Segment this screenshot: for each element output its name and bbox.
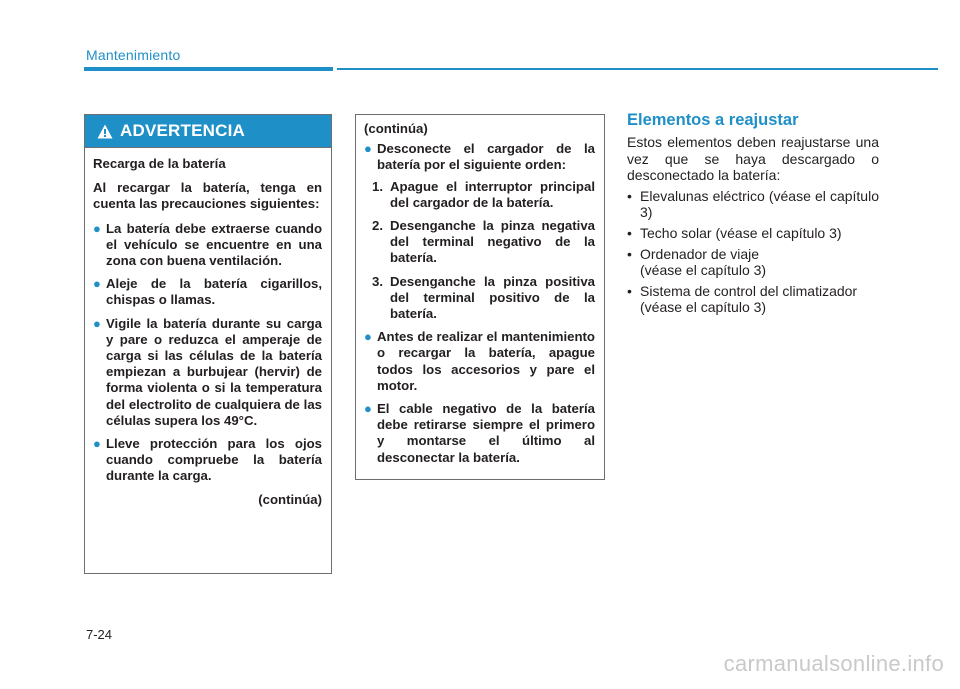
- warning-header: [85, 115, 331, 148]
- warning-box: [84, 114, 332, 574]
- list-item: ● El cable negativo de la batería debe retirarse siempre el primero y montarse el último al desconectar la batería.: [364, 401, 595, 465]
- continued-box: [355, 114, 605, 480]
- page-number: 7-24: [86, 627, 113, 642]
- warning-intro: Al recargar la batería, tenga en cuenta las precauciones siguientes:: [93, 180, 322, 212]
- header-rule-thick: [84, 67, 333, 71]
- bullet-icon: •: [627, 187, 632, 204]
- header-rule-thin: [337, 68, 938, 70]
- reset-title: Elementos a reajustar: [627, 111, 799, 129]
- bullet-icon: ●: [364, 141, 372, 157]
- list-item: • Elevalunas eléctrico (véase el capítulo 3): [627, 187, 879, 221]
- bullet-icon: ●: [364, 329, 372, 345]
- warning-body: [85, 148, 331, 508]
- warning-title: ADVERTENCIA: [120, 121, 245, 140]
- bullet-icon: ●: [93, 276, 101, 292]
- bullet-icon: •: [627, 224, 632, 241]
- watermark: carmanualsonline.info: [723, 651, 944, 676]
- bullet-icon: ●: [93, 220, 101, 236]
- list-item: • Techo solar (véase el capítulo 3): [627, 224, 842, 241]
- step-item: 3. Desenganche la pinza positiva del terminal positivo de la batería.: [372, 273, 595, 322]
- continued-heading: (continúa): [364, 121, 428, 136]
- bullet-icon: •: [627, 282, 632, 299]
- continued-body: [356, 115, 604, 466]
- bullet-icon: ●: [93, 436, 101, 452]
- bullet-icon: ●: [93, 315, 101, 331]
- warning-heading: Recarga de la batería: [93, 156, 226, 171]
- continued-list-2: [364, 329, 595, 466]
- list-item: • Ordenador de viaje (véase el capítulo 3): [627, 245, 767, 279]
- reset-intro: Estos elementos deben reajustarse una vez que se haya descargado o desconectado la batería:: [627, 134, 879, 184]
- list-item: ● Antes de realizar el mantenimiento o recargar la batería, apague todos los accesorios y pare el motor.: [364, 329, 595, 393]
- bullet-icon: ●: [364, 401, 372, 417]
- warning-list: [93, 221, 322, 485]
- reset-list: [627, 188, 879, 316]
- list-item: ● Aleje de la batería cigarillos, chispas o llamas.: [93, 276, 322, 308]
- bullet-icon: •: [627, 245, 632, 262]
- reset-section: [627, 111, 879, 320]
- list-item: ● Vigile la batería durante su carga y pare o reduzca el amperaje de carga si las células de la batería empiezan a burbujear (hervir) de forma violenta o si la temperatura del electrolito de cualquiera de las células supera los 49°C.: [93, 315, 322, 428]
- step-item: 1. Apague el interruptor principal del cargador de la batería.: [372, 178, 595, 210]
- steps-list: [364, 179, 595, 323]
- list-item: ● La batería debe extraerse cuando el vehículo se encuentre en una zona con buena ventilación.: [93, 220, 322, 269]
- continued-label: (continúa): [258, 491, 322, 507]
- step-item: 2. Desenganche la pinza negativa del terminal negativo de la batería.: [372, 218, 595, 266]
- warning-triangle-icon: [97, 124, 113, 139]
- section-title: Mantenimiento: [86, 47, 181, 63]
- continued-list: [364, 141, 595, 173]
- list-item: ● Lleve protección para los ojos cuando compruebe la batería durante la carga.: [93, 436, 322, 484]
- list-item: • Sistema de control del climatizador (véase el capítulo 3): [627, 282, 858, 316]
- list-item: ● Desconecte el cargador de la batería por el siguiente orden:: [364, 141, 595, 173]
